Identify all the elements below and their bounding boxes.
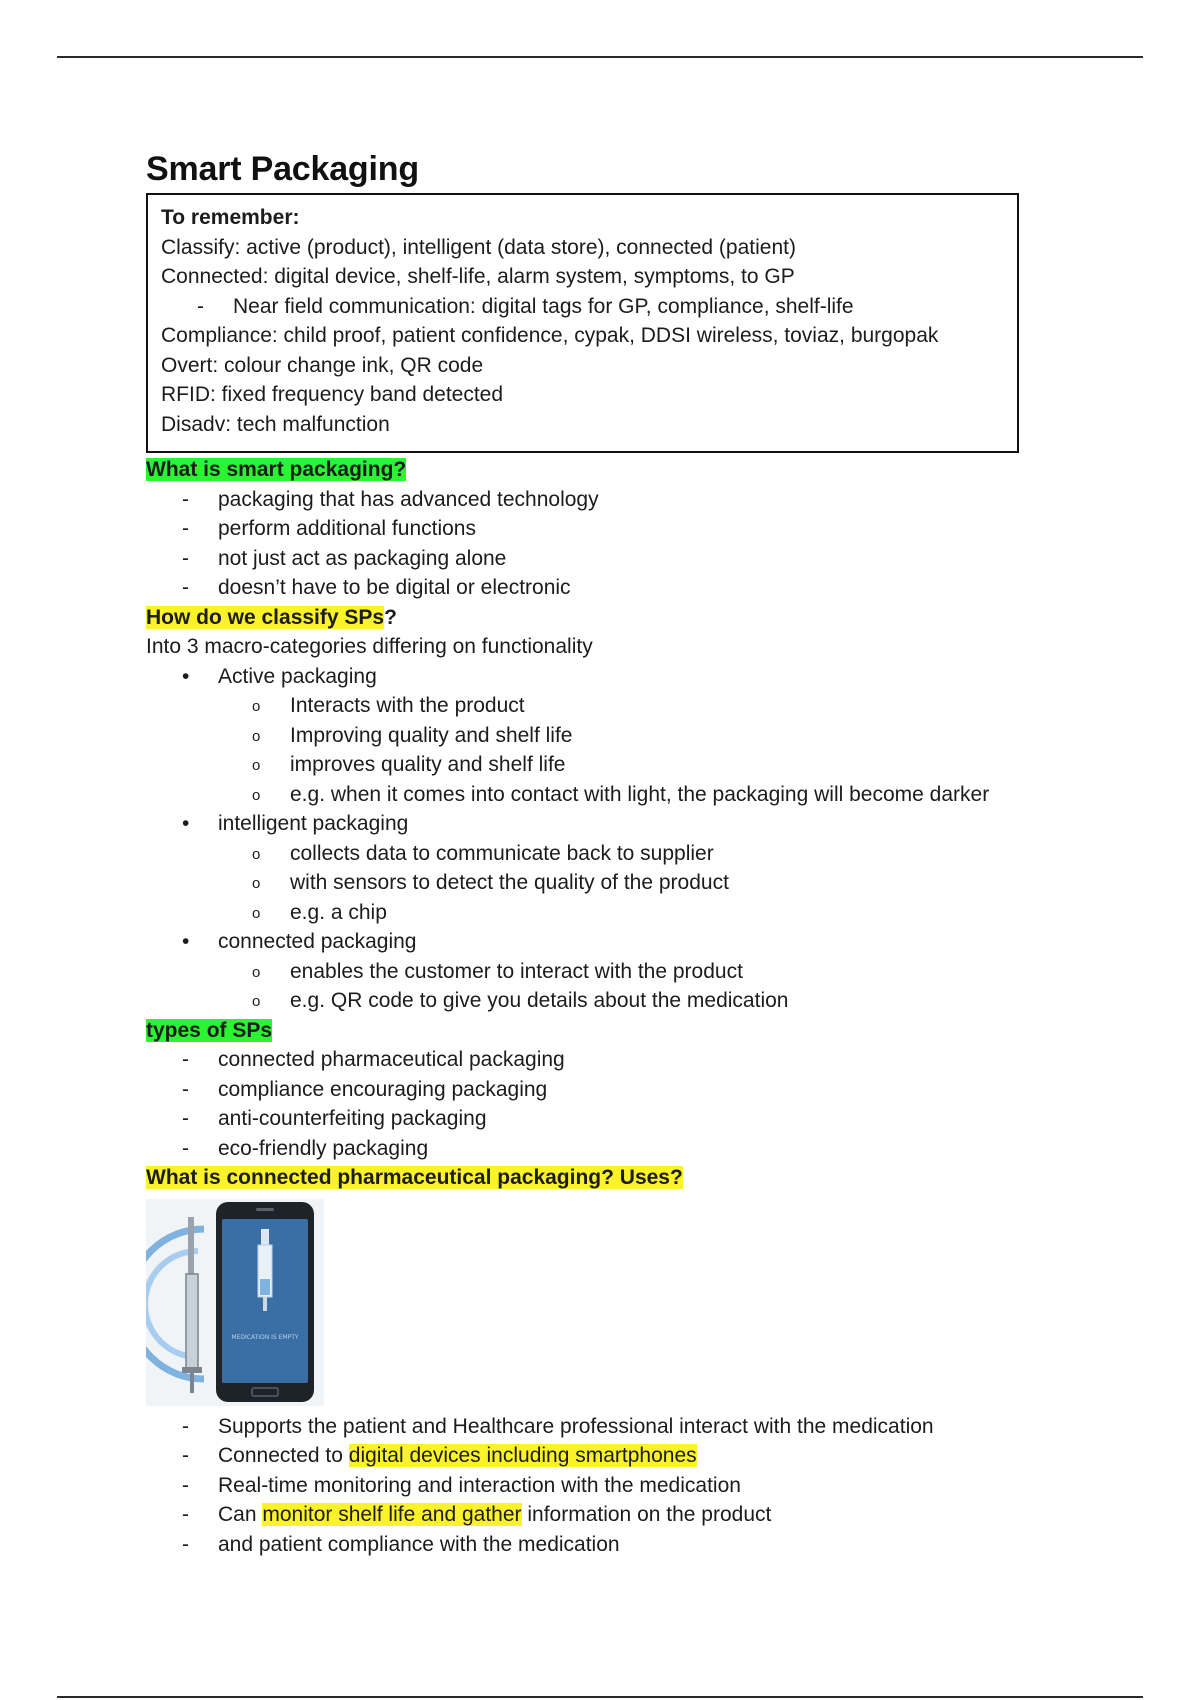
remember-title: To remember: <box>161 206 300 229</box>
remember-line: Disadv: tech malfunction <box>161 412 390 436</box>
remember-line: Classify: active (product), intelligent (data store), connected (patient) <box>161 235 796 259</box>
dash-marker: - <box>197 294 204 318</box>
sub-list-item: o collects data to communicate back to supplier <box>252 841 714 865</box>
medication-empty-caption: MEDICATION IS EMPTY <box>231 1333 299 1341</box>
list-item: - and patient compliance with the medication <box>182 1532 620 1556</box>
list-item: - eco-friendly packaging <box>182 1136 429 1160</box>
heading-what-is-smart-packaging: What is smart packaging? <box>146 458 407 481</box>
section-heading: How do we classify SPs? <box>146 605 397 629</box>
highlight-text: monitor shelf life and gather <box>262 1503 522 1526</box>
sub-list-item: o Improving quality and shelf life <box>252 723 573 747</box>
remember-box <box>146 193 1019 453</box>
remember-sub-item <box>161 292 1005 322</box>
section-heading <box>146 455 1046 485</box>
remember-line: Compliance: child proof, patient confidence, cypak, DDSI wireless, toviaz, burgopak <box>161 324 939 347</box>
sub-list-item: o enables the customer to interact with the product <box>252 959 743 983</box>
sub-list-item: o improves quality and shelf life <box>252 753 566 776</box>
list-item: - perform additional functions <box>182 517 476 540</box>
sub-list-item: o e.g. when it comes into contact with light, the packaging will become darker <box>252 782 990 806</box>
list-item: - Real-time monitoring and interaction with the medication <box>182 1473 741 1497</box>
header-rule <box>57 56 1143 58</box>
list-item: - Can monitor shelf life and gather information on the product <box>182 1503 772 1526</box>
remember-sub-text: Near field communication: digital tags for GP, compliance, shelf-life <box>233 294 854 318</box>
remember-line: Connected: digital device, shelf-life, alarm system, symptoms, to GP <box>161 265 795 288</box>
remember-line: RFID: fixed frequency band detected <box>161 383 504 406</box>
remember-line: Overt: colour change ink, QR code <box>161 353 484 377</box>
sub-list-item: o e.g. QR code to give you details about the medication <box>252 989 789 1012</box>
list-item: - packaging that has advanced technology <box>182 487 599 511</box>
list-item: - not just act as packaging alone <box>182 546 507 570</box>
list-item: - anti-counterfeiting packaging <box>182 1107 487 1130</box>
category-item: • Active packaging <box>182 664 377 688</box>
list-item: - compliance encouraging packaging <box>182 1077 548 1101</box>
sub-list-item: o with sensors to detect the quality of the product <box>252 871 729 894</box>
intro-text: Into 3 macro-categories differing on functionality <box>146 635 593 658</box>
page-title: Smart Packaging <box>146 150 419 188</box>
section-heading <box>146 1163 1046 1193</box>
sub-list-item: o Interacts with the product <box>252 694 525 717</box>
document-page <box>146 150 1046 1559</box>
category-item: • connected packaging <box>182 930 417 953</box>
list-item: - Connected to digital devices including smartphones <box>182 1444 697 1467</box>
footer-rule <box>57 1696 1143 1698</box>
sub-list-item: o e.g. a chip <box>252 900 387 924</box>
category-item: • intelligent packaging <box>182 812 409 835</box>
heading-types-of-sps: types of SPs <box>146 1018 273 1042</box>
list-item: - connected pharmaceutical packaging <box>182 1048 565 1071</box>
highlight-text: digital devices including smartphones <box>348 1444 697 1467</box>
heading-how-classify: How do we classify SPs <box>146 605 385 629</box>
section-heading <box>146 1016 1046 1046</box>
heading-connected-pharma: What is connected pharmaceutical packaging? Uses? <box>146 1166 683 1189</box>
list-item: - doesn’t have to be digital or electronic <box>182 576 571 599</box>
list-item: - Supports the patient and Healthcare professional interact with the medication <box>182 1414 934 1438</box>
smartphone-syringe-image <box>146 1199 324 1406</box>
